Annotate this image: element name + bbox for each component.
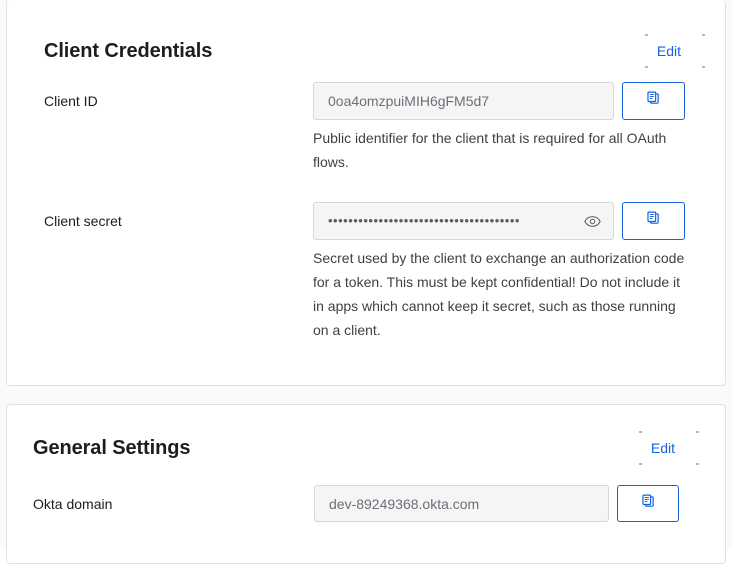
clipboard-icon [645, 210, 662, 232]
clipboard-icon [640, 493, 657, 515]
general-settings-title: General Settings [33, 437, 191, 459]
general-settings-header [7, 405, 725, 461]
okta-domain-value: dev-89249368.okta.com [329, 495, 480, 512]
edit-client-credentials-button[interactable]: Edit [656, 43, 681, 59]
client-id-body [313, 82, 685, 174]
client-secret-row [7, 202, 725, 342]
edit-general-settings-button[interactable]: Edit [650, 440, 675, 456]
client-id-value: 0oa4omzpuiMIH6gFM5d7 [328, 93, 490, 109]
okta-domain-input[interactable] [314, 485, 609, 522]
eye-icon[interactable] [583, 212, 601, 230]
client-secret-label: Client secret [44, 213, 122, 229]
client-secret-input-line [313, 202, 685, 240]
client-credentials-card [6, 0, 726, 386]
okta-domain-label: Okta domain [33, 496, 113, 512]
copy-client-id-button[interactable] [622, 82, 685, 120]
client-secret-help-text: Secret used by the client to exchange an authorization code for a token. This must be kept confidential! Do not include it in apps which cannot keep it secret, such as those running on a client. [313, 250, 685, 338]
client-id-input-line [313, 82, 685, 120]
client-id-input[interactable] [313, 82, 614, 120]
client-id-row [7, 82, 725, 174]
copy-okta-domain-button[interactable] [617, 485, 679, 522]
okta-domain-input-line [314, 485, 679, 522]
client-secret-input[interactable] [313, 202, 614, 240]
copy-client-secret-button[interactable] [622, 202, 685, 240]
okta-domain-row [7, 485, 725, 522]
page-title: Client Credentials [44, 40, 213, 62]
general-settings-card [6, 404, 726, 564]
client-id-help-text: Public identifier for the client that is required for all OAuth flows. [313, 130, 667, 170]
client-secret-value: •••••••••••••••••••••••••••••••••••••• [328, 213, 520, 228]
client-credentials-header [7, 0, 725, 64]
client-id-label: Client ID [44, 93, 98, 109]
clipboard-icon [645, 90, 662, 112]
okta-domain-body [314, 485, 679, 522]
client-secret-body [313, 202, 685, 342]
